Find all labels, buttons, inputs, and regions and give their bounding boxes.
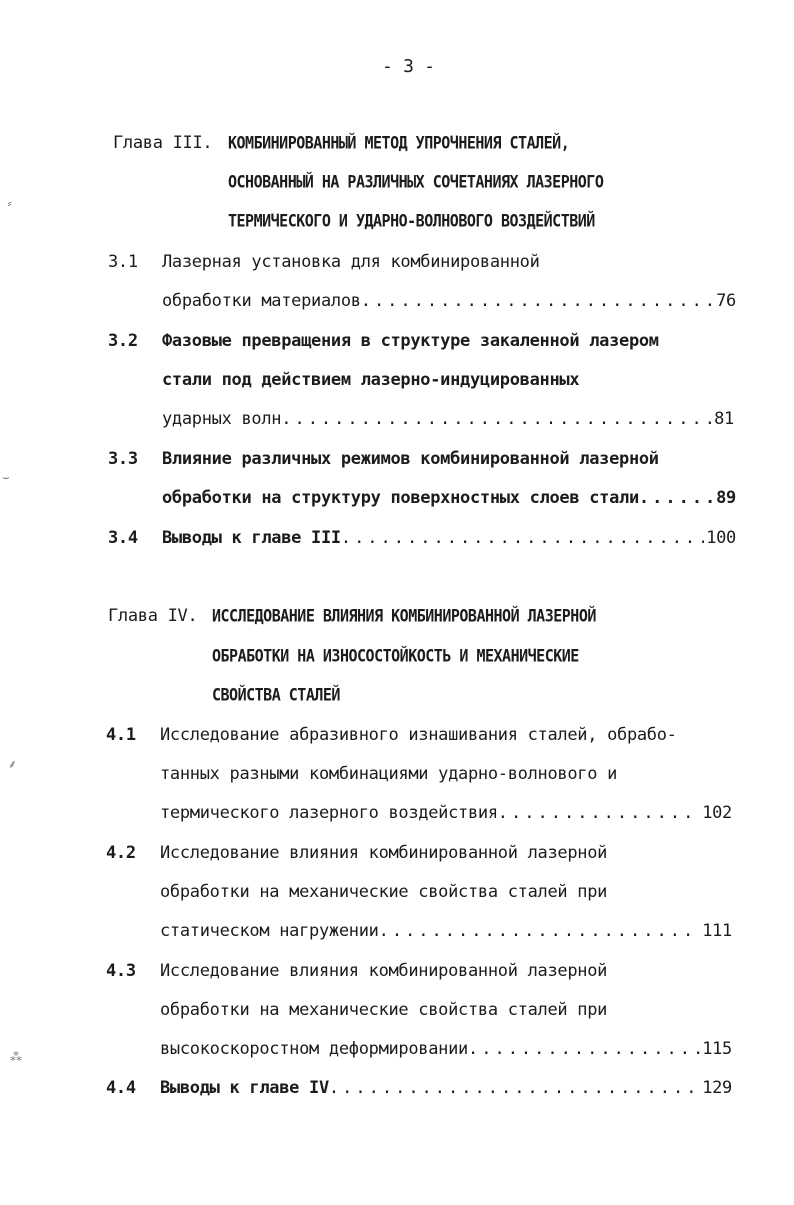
chapter-3-title-line-2: ОСНОВАННЫЙ НА РАЗЛИЧНЫХ СОЧЕТАНИЯХ ЛАЗЕРНОГО xyxy=(228,171,604,193)
section-title-line: обработки на механические свойства сталей при xyxy=(160,882,608,902)
chapter-4-label: Глава IV. xyxy=(108,606,198,626)
scan-speck: ⌣ xyxy=(2,470,10,484)
scan-speck: ⁂ xyxy=(10,1050,22,1064)
toc-entry-4-1[interactable] xyxy=(160,798,732,828)
section-title-last-line: Выводы к главе IV xyxy=(160,1078,329,1098)
dot-leader xyxy=(329,1073,700,1103)
dot-leader xyxy=(361,286,714,316)
section-title-line: Фазовые превращения в структуре закаленной лазером xyxy=(162,331,659,351)
page-number: - 3 - xyxy=(382,56,435,77)
dot-leader xyxy=(639,483,714,513)
section-title-last-line: статическом нагружении xyxy=(160,921,379,941)
section-title-last-line: ударных волн xyxy=(162,409,282,429)
section-title-last-line: Выводы к главе III xyxy=(162,528,341,548)
page-ref: 102 xyxy=(702,803,732,823)
dot-leader xyxy=(281,404,712,434)
section-number: 4.2 xyxy=(106,843,136,863)
section-number: 4.4 xyxy=(106,1078,136,1098)
page-ref: 111 xyxy=(702,921,732,941)
toc-entry-3-1[interactable] xyxy=(162,286,736,316)
toc-entry-3-2[interactable] xyxy=(162,404,734,434)
section-title-last-line: обработки материалов xyxy=(162,291,361,311)
chapter-3-title-line-1: КОМБИНИРОВАННЫЙ МЕТОД УПРОЧНЕНИЯ СТАЛЕЙ, xyxy=(228,132,570,154)
section-title-line: стали под действием лазерно-индуцированных xyxy=(162,370,580,390)
section-number: 3.1 xyxy=(108,252,138,272)
chapter-4-title-line-1: ИССЛЕДОВАНИЕ ВЛИЯНИЯ КОМБИНИРОВАННОЙ ЛАЗЕРНОЙ xyxy=(212,605,596,627)
scan-speck: ⸙ xyxy=(8,757,18,771)
dot-leader xyxy=(379,916,701,946)
section-title-line: танных разными комбинациями ударно-волнового и xyxy=(160,764,618,784)
section-title-line: Влияние различных режимов комбинированной лазерной xyxy=(162,449,659,469)
section-title-last-line: термического лазерного воздействия xyxy=(160,803,498,823)
section-number: 4.1 xyxy=(106,725,136,745)
dot-leader xyxy=(468,1034,700,1064)
section-title-line: Исследование абразивного изнашивания сталей, обрабо- xyxy=(160,725,677,745)
page-ref: 115 xyxy=(702,1039,732,1059)
page-ref: 89 xyxy=(716,488,736,508)
toc-entry-3-3[interactable] xyxy=(162,483,736,513)
page-ref: 81 xyxy=(714,409,734,429)
dot-leader xyxy=(341,523,704,553)
section-number: 4.3 xyxy=(106,961,136,981)
section-number: 3.2 xyxy=(108,331,138,351)
section-title-last-line: обработки на структуру поверхностных слоев стали xyxy=(162,488,639,508)
page-ref: 76 xyxy=(716,291,736,311)
page-ref: 100 xyxy=(706,528,736,548)
toc-entry-4-4[interactable] xyxy=(160,1073,732,1103)
section-number: 3.3 xyxy=(108,449,138,469)
chapter-4-title-line-2: ОБРАБОТКИ НА ИЗНОСОСТОЙКОСТЬ И МЕХАНИЧЕСКИЕ xyxy=(212,645,579,667)
section-title-last-line: высокоскоростном деформировании xyxy=(160,1039,468,1059)
section-title-line: Исследование влияния комбинированной лазерной xyxy=(160,843,608,863)
section-title-line: Лазерная установка для комбинированной xyxy=(162,252,540,272)
chapter-3-title-line-3: ТЕРМИЧЕСКОГО И УДАРНО-ВОЛНОВОГО ВОЗДЕЙСТВИЙ xyxy=(228,210,595,232)
toc-entry-4-2[interactable] xyxy=(160,916,732,946)
section-number: 3.4 xyxy=(108,528,138,548)
dot-leader xyxy=(498,798,700,828)
chapter-4-title-line-3: СВОЙСТВА СТАЛЕЙ xyxy=(212,684,340,706)
page-ref: 129 xyxy=(702,1078,732,1098)
section-title-line: Исследование влияния комбинированной лазерной xyxy=(160,961,608,981)
section-title-line: обработки на механические свойства сталей при xyxy=(160,1000,608,1020)
chapter-3-label: Глава III. xyxy=(113,133,213,153)
toc-entry-3-4[interactable] xyxy=(162,523,736,553)
toc-entry-4-3[interactable] xyxy=(160,1034,732,1064)
scan-speck: ⸗ xyxy=(6,196,14,210)
